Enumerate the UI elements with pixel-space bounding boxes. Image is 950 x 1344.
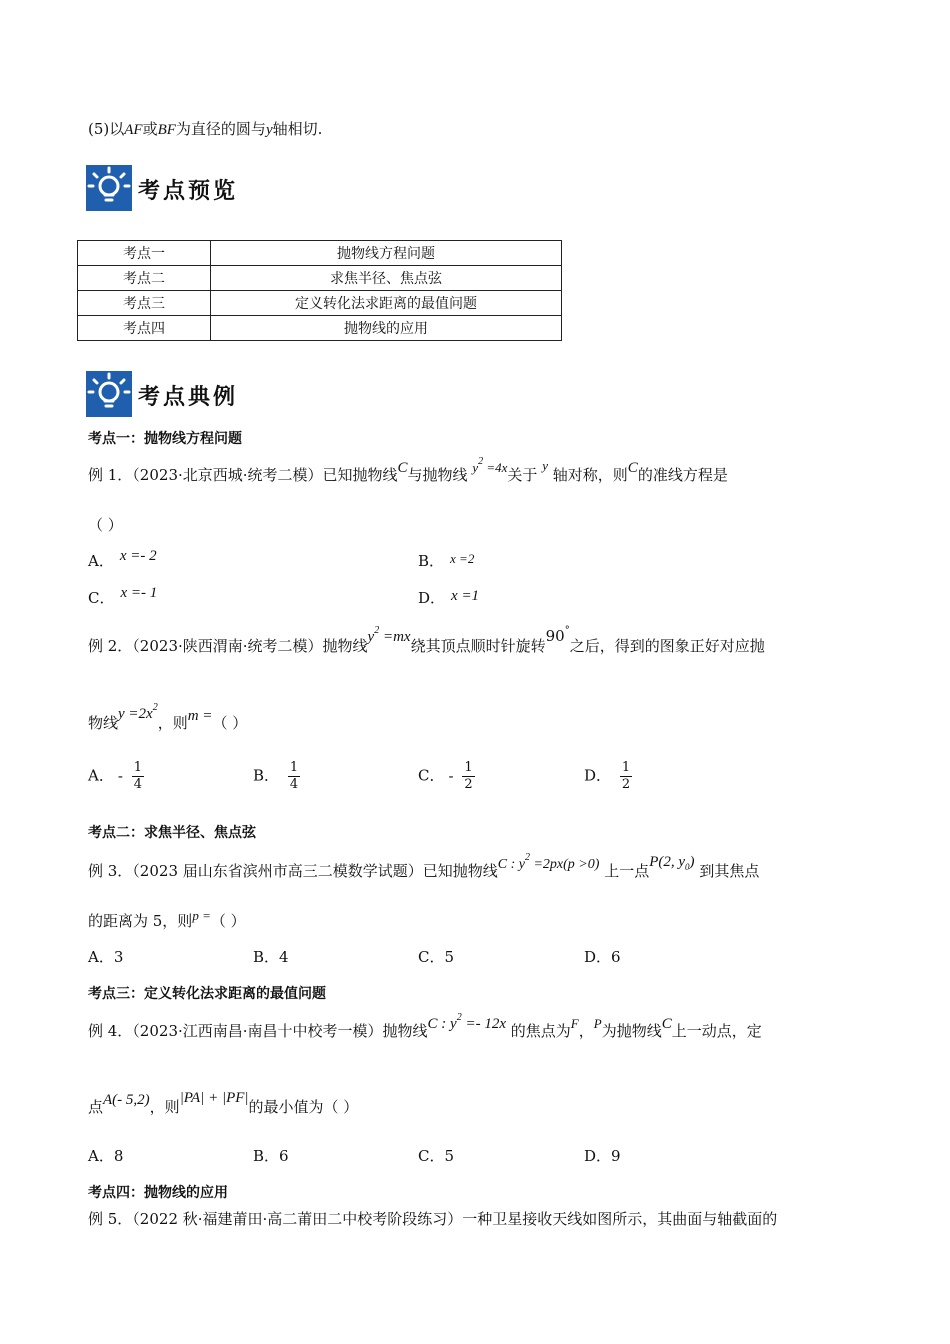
ex4-option-c: C．5 xyxy=(418,1147,455,1165)
ex2-option-c: C． - $\frac{1}{2}$ xyxy=(418,760,473,792)
example-4-line-2: 点A(- 5,2)，则|PA| + |PF|的最小值为（ ） xyxy=(88,1090,359,1116)
ex1-option-a: A． x =- 2 xyxy=(88,548,157,570)
ex4-option-a: A．8 xyxy=(88,1147,124,1165)
heading-point-2: 考点二：求焦半径、焦点弦 xyxy=(88,825,256,841)
ex3-option-c: C．5 xyxy=(418,948,455,966)
ex4-option-d: D．9 xyxy=(584,1147,621,1165)
preview-table xyxy=(77,240,562,341)
section-title-preview: 考点预览 xyxy=(138,178,239,204)
example-2-line-1: 例 2．（2023·陕西渭南·统考二模）抛物线$y^2 =mx$绕其顶点顺时针旋转90°之后，得到的图象正好对应抛 xyxy=(88,625,765,655)
intro-line: (5)以AF或BF为直径的圆与y轴相切. xyxy=(88,120,323,138)
table-row: 考点二 求焦半径、焦点弦 xyxy=(78,266,562,291)
table-row: 考点一 抛物线方程问题 xyxy=(78,241,562,266)
table-row: 考点三 定义转化法求距离的最值问题 xyxy=(78,291,562,316)
table-row: 考点四 抛物线的应用 xyxy=(78,316,562,341)
heading-point-1: 考点一：抛物线方程问题 xyxy=(88,431,242,447)
example-3-line-1: 例 3．（2023 届山东省滨州市高三二模数学试题）已知抛物线C : $y^2 =2px(p >0)$ 上一点P(2, $y_0$) 到其焦点 xyxy=(88,852,760,880)
ex3-option-b: B．4 xyxy=(253,948,289,966)
section-title-examples: 考点典例 xyxy=(138,384,239,410)
example-5-line-1: 例 5．（2022 秋·福建莆田·高二莆田二中校考阶段练习）一种卫星接收天线如图所示，其曲面与轴截面的 xyxy=(88,1210,778,1228)
heading-point-3: 考点三：定义转化法求距离的最值问题 xyxy=(88,986,326,1002)
lightbulb-icon xyxy=(86,371,132,417)
ex2-option-a: A． - $\frac{1}{4}$ xyxy=(88,760,142,792)
example-1-line-1: 例 1．（2023·北京西城·统考二模）已知抛物线C与抛物线 $y^2 =4x$关于 y 轴对称，则C的准线方程是 xyxy=(88,456,728,484)
ex4-option-b: B．6 xyxy=(253,1147,289,1165)
ex2-option-d: D． $\frac{1}{2}$ xyxy=(584,760,631,792)
ex1-option-b: B． x =2 xyxy=(418,551,475,570)
example-2-line-2: 物线$y =2x^2$，则m =（ ） xyxy=(88,702,248,732)
ex1-option-c: C． x =- 1 xyxy=(88,585,158,607)
ex1-option-d: D． x =1 xyxy=(418,588,480,607)
ex2-option-b: B． $\frac{1}{4}$ xyxy=(253,760,299,792)
ex3-option-d: D．6 xyxy=(584,948,621,966)
ex3-option-a: A．3 xyxy=(88,948,124,966)
example-4-line-1: 例 4．（2023·江西南昌·南昌十中校考一模）抛物线C : $y^2 =- 12x$ 的焦点为F，P为抛物线C上一动点，定 xyxy=(88,1012,762,1040)
heading-point-4: 考点四：抛物线的应用 xyxy=(88,1185,228,1201)
example-3-line-2: 的距离为 5，则p =（ ） xyxy=(88,908,246,930)
lightbulb-icon xyxy=(86,165,132,211)
example-1-paren: （ ） xyxy=(88,516,123,534)
